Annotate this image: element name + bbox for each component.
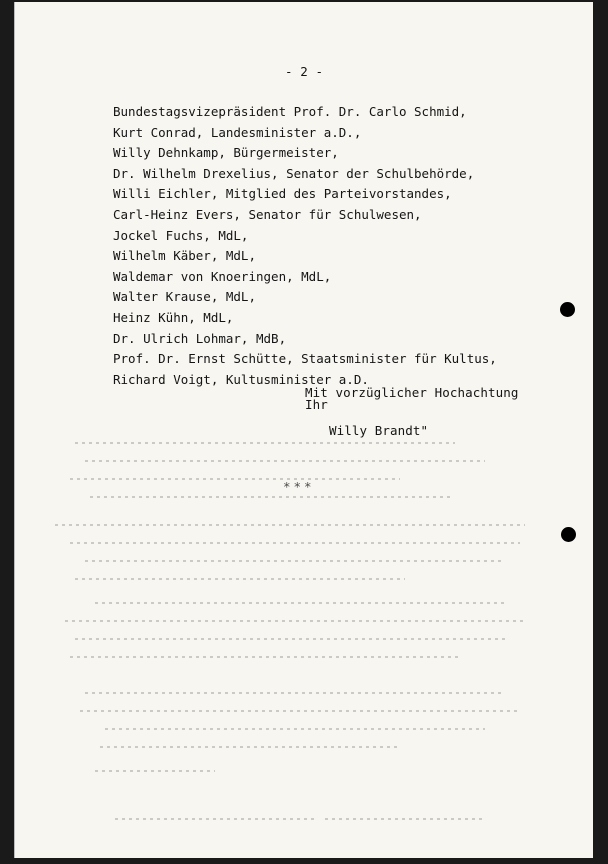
- signatory-name: Kurt Conrad, Landesminister a.D.,: [113, 124, 362, 140]
- punch-hole: [560, 302, 575, 317]
- signatory-name: Willy Dehnkamp, Bürgermeister,: [113, 145, 339, 161]
- bleed-through-line: [100, 746, 400, 748]
- bleed-through-line: [70, 478, 400, 480]
- signatory-name: Dr. Ulrich Lohmar, MdB,: [113, 330, 287, 346]
- closing-greeting: Mit vorzüglicher Hochachtung: [305, 385, 519, 400]
- bleed-through-line: [85, 692, 505, 694]
- bleed-through-line: [90, 496, 450, 498]
- signatory-name: Richard Voigt, Kultusminister a.D.: [113, 371, 369, 387]
- signatory-name: Walter Krause, MdL,: [113, 289, 256, 305]
- signatory-name: Heinz Kühn, MdL,: [113, 309, 234, 325]
- bleed-through-line: [85, 560, 505, 562]
- page-number: - 2 -: [285, 64, 324, 79]
- bleed-through-line: [105, 728, 485, 730]
- signatory-name: Prof. Dr. Ernst Schütte, Staatsminister für Kultus,: [113, 351, 497, 367]
- punch-hole: [561, 527, 576, 542]
- signatory-name: Willi Eichler, Mitglied des Parteivorstandes,: [113, 186, 452, 202]
- bleed-through-line: [75, 442, 455, 444]
- bleed-through-line: [75, 638, 505, 640]
- bleed-through-line: [85, 460, 485, 462]
- signatory-name: Dr. Wilhelm Drexelius, Senator der Schulbehörde,: [113, 165, 475, 181]
- bleed-through-line: [95, 770, 215, 772]
- signatory-name: Carl-Heinz Evers, Senator für Schulwesen,: [113, 206, 422, 222]
- bleed-through-line: [55, 524, 525, 526]
- section-separator: ***: [283, 479, 315, 494]
- bleed-through-line: [325, 818, 485, 820]
- bleed-through-line: [80, 710, 520, 712]
- signatory-name: Wilhelm Käber, MdL,: [113, 248, 256, 264]
- signatory-name: Jockel Fuchs, MdL,: [113, 227, 249, 243]
- signature-name: Willy Brandt": [329, 423, 429, 438]
- bleed-through-line: [75, 578, 405, 580]
- bleed-through-line: [70, 656, 460, 658]
- signatory-name: Bundestagsvizepräsident Prof. Dr. Carlo Schmid,: [113, 104, 467, 119]
- bleed-through-line: [115, 818, 315, 820]
- closing-ihr: Ihr: [305, 397, 328, 412]
- document-page: [14, 2, 593, 858]
- bleed-through-line: [65, 620, 525, 622]
- bleed-through-line: [95, 602, 505, 604]
- signatory-list: [113, 102, 497, 390]
- bleed-through-line: [70, 542, 520, 544]
- signatory-name: Waldemar von Knoeringen, MdL,: [113, 268, 332, 284]
